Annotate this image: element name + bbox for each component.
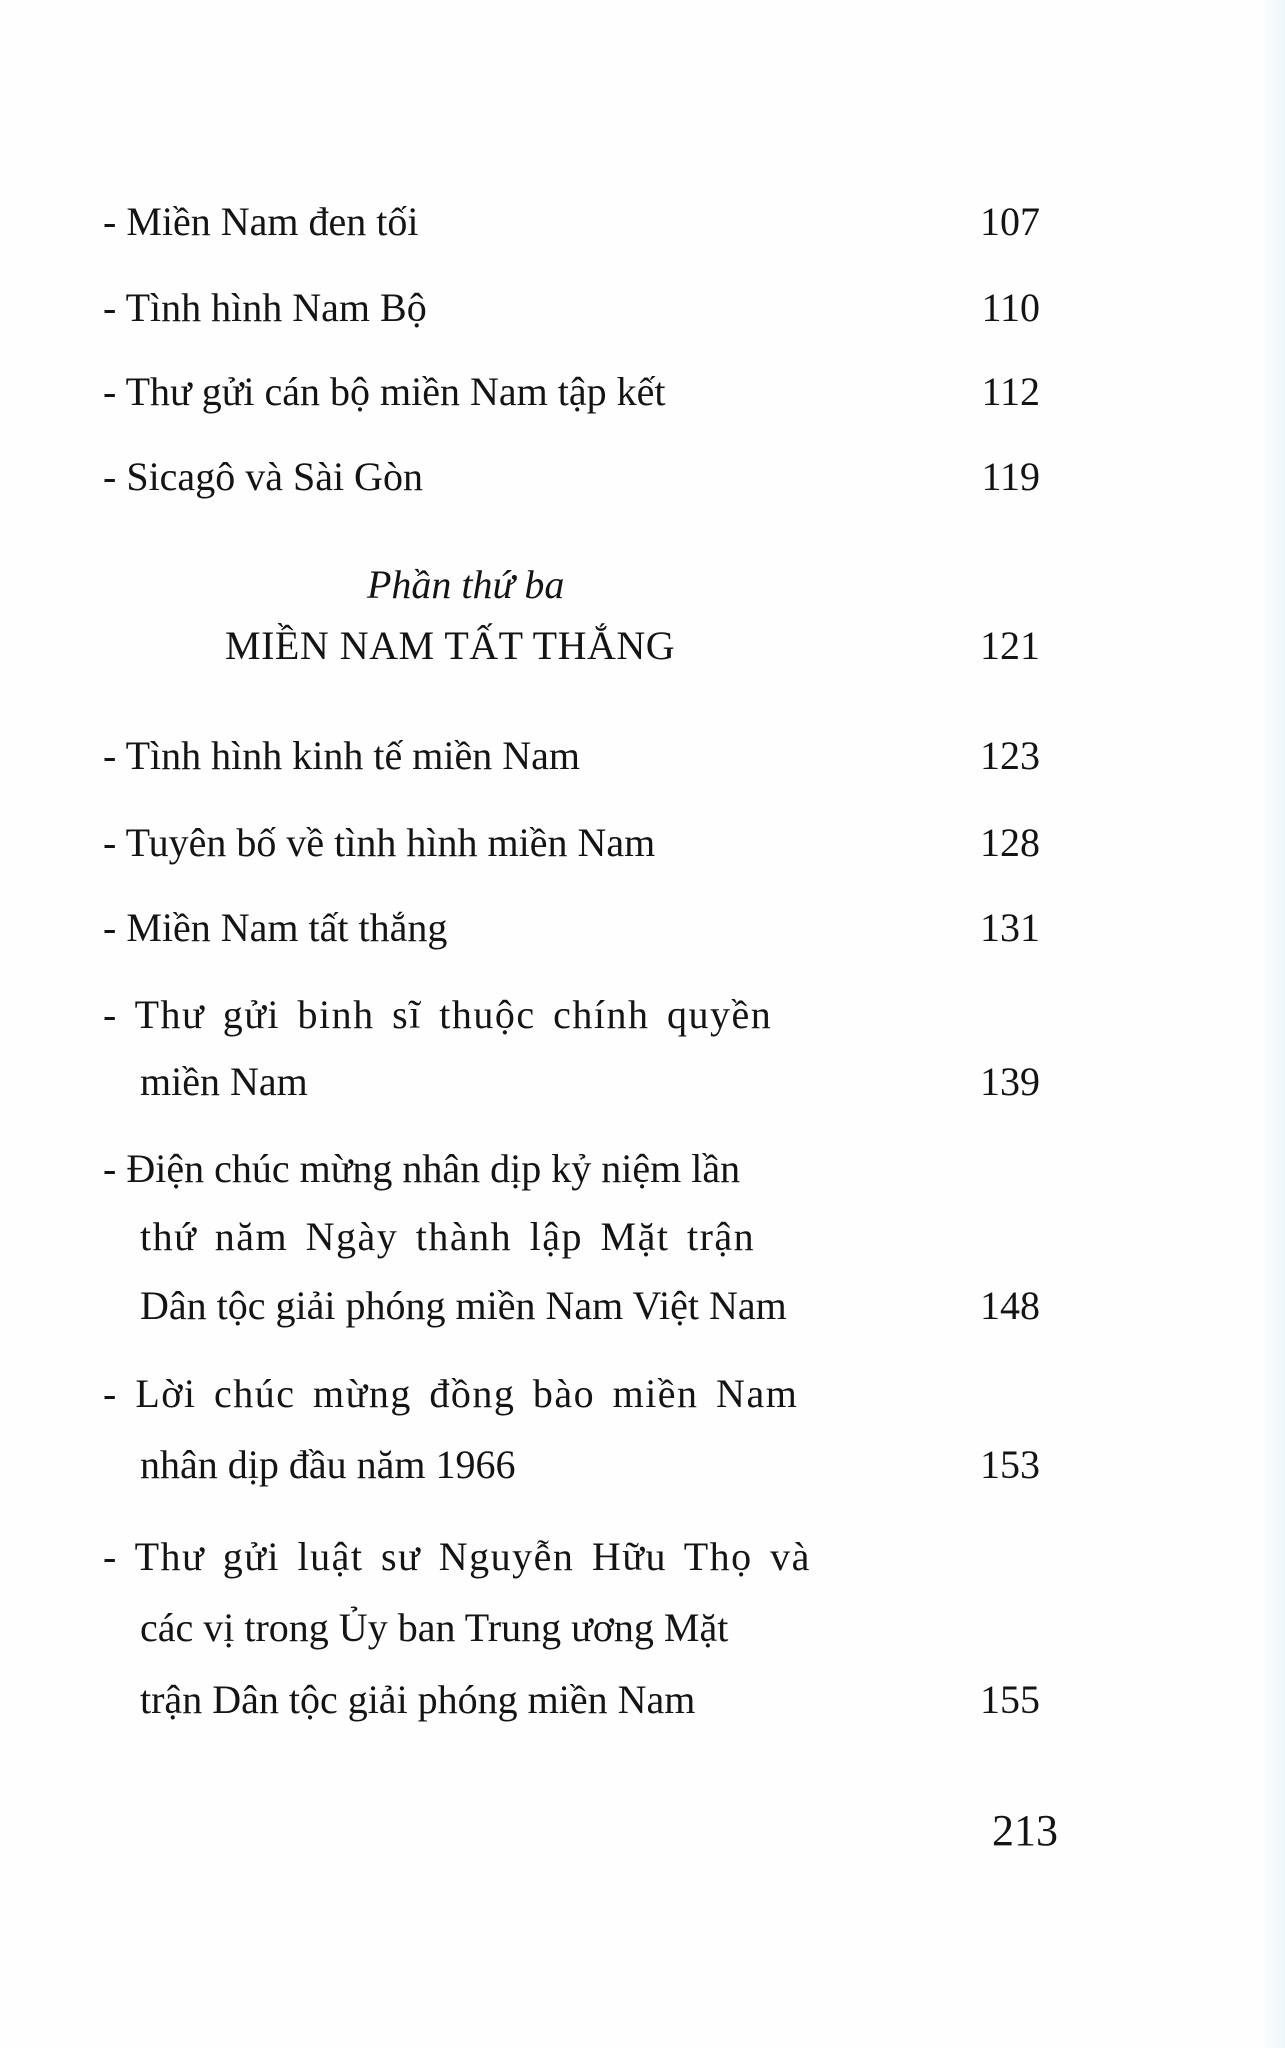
toc-entry-title: - Tình hình kinh tế miền Nam [103, 733, 580, 778]
toc-entry-page: 139 [980, 1059, 1040, 1104]
toc-entry-title: - Thư gửi cán bộ miền Nam tập kết [103, 369, 666, 414]
toc-entry-page: 123 [980, 733, 1040, 778]
part-title-row [0, 621, 1285, 671]
toc-entry-title-cont: miền Nam [140, 1059, 308, 1104]
toc-entry-page: 128 [980, 820, 1040, 865]
toc-entry-line [0, 1532, 1285, 1582]
toc-entry-page: 119 [981, 454, 1040, 499]
toc-entry-page: 107 [980, 199, 1040, 244]
toc-entry-title: - Lời chúc mừng đồng bào miền Nam [103, 1371, 799, 1416]
toc-entry [0, 197, 1285, 247]
toc-entry-line [0, 1281, 1285, 1331]
toc-entry [0, 367, 1285, 417]
toc-entry-title: - Miền Nam tất thắng [103, 905, 448, 950]
toc-entry-page: 148 [980, 1283, 1040, 1328]
toc-entry-line [0, 1212, 1285, 1262]
toc-entry-title: - Sicagô và Sài Gòn [103, 454, 423, 499]
toc-entry [0, 903, 1285, 953]
toc-entry-title-cont: trận Dân tộc giải phóng miền Nam [140, 1677, 696, 1722]
part-label-text: Phần thứ ba [367, 562, 565, 607]
toc-entry-line [0, 1369, 1285, 1419]
toc-entry-page: 153 [980, 1442, 1040, 1487]
toc-entry-line [0, 1057, 1285, 1107]
toc-entry-title: - Tình hình Nam Bộ [103, 285, 427, 330]
toc-entry-title-cont: thứ năm Ngày thành lập Mặt trận [140, 1214, 756, 1259]
toc-entry-title: - Thư gửi binh sĩ thuộc chính quyền [103, 992, 773, 1037]
toc-entry [0, 452, 1285, 502]
toc-entry-title-cont: các vị trong Ủy ban Trung ương Mặt [140, 1605, 729, 1650]
toc-entry-line [0, 1440, 1285, 1490]
toc-entry [0, 283, 1285, 333]
toc-entry-title: - Miền Nam đen tối [103, 199, 419, 244]
toc-entry-title-cont: Dân tộc giải phóng miền Nam Việt Nam [140, 1283, 787, 1328]
toc-entry-page: 112 [981, 369, 1040, 414]
toc-entry-title-cont: nhân dịp đầu năm 1966 [140, 1442, 516, 1487]
toc-entry-line [0, 1675, 1285, 1725]
toc-entry-title: - Tuyên bố về tình hình miền Nam [103, 820, 656, 865]
toc-entry [0, 731, 1285, 781]
toc-entry [0, 818, 1285, 868]
toc-entry-page: 131 [980, 905, 1040, 950]
part-title: MIỀN NAM TẤT THẮNG [225, 623, 676, 668]
page-number: 213 [992, 1806, 1058, 1855]
toc-entry-page: 155 [980, 1677, 1040, 1722]
toc-entry-line [0, 1603, 1285, 1653]
part-title-page: 121 [980, 623, 1040, 668]
toc-entry-line [0, 1144, 1285, 1194]
toc-entry-title: - Thư gửi luật sư Nguyễn Hữu Thọ và [103, 1534, 811, 1579]
toc-entry-page: 110 [981, 285, 1040, 330]
toc-entry-line [0, 990, 1285, 1040]
toc-entry-title: - Điện chúc mừng nhân dịp kỷ niệm lần [103, 1146, 741, 1191]
